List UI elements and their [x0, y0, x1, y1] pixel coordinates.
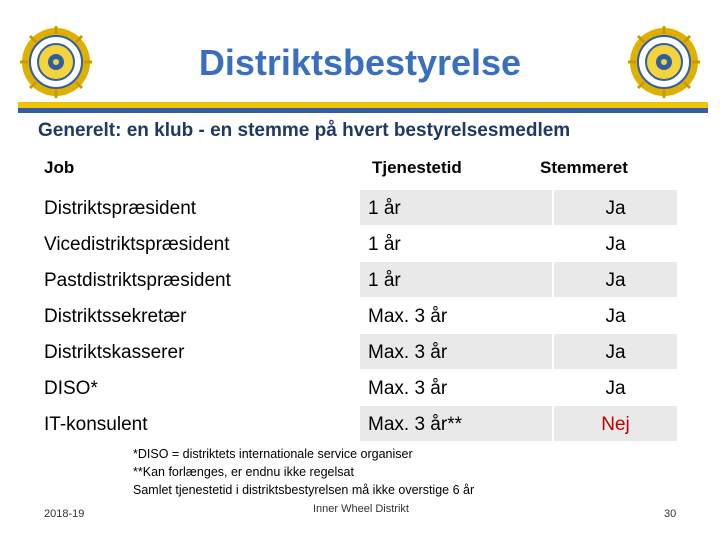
term-cell: Max. 3 år: [360, 334, 552, 369]
job-cell: Distriktssekretær: [38, 298, 360, 333]
vote-cell: Ja: [554, 298, 677, 333]
footnote-extension: **Kan forlænges, er endnu ikke regelsat: [133, 465, 354, 479]
table-row: [38, 334, 678, 369]
table-row: [38, 226, 678, 261]
footnotes: [133, 445, 474, 499]
term-cell: 1 år: [360, 262, 552, 297]
table-row: [38, 262, 678, 297]
term-cell: 1 år: [360, 226, 552, 261]
vote-cell: Ja: [554, 226, 677, 261]
vote-cell: Ja: [554, 190, 677, 225]
job-cell: Distriktskasserer: [44, 342, 185, 363]
board-table: [38, 190, 678, 442]
vote-cell: Ja: [554, 262, 677, 297]
vote-cell: Nej: [554, 406, 677, 441]
job-cell: DISO*: [38, 370, 360, 405]
slide-number: 30: [664, 508, 677, 520]
vote-cell: Ja: [554, 334, 677, 369]
footnote-total-term: Samlet tjenestetid i distriktsbestyrelsen må ikke overstige 6 år: [133, 483, 475, 497]
job-cell: IT-konsulent: [44, 414, 148, 435]
column-header-job: Job: [44, 158, 75, 177]
slide-title: Distriktsbestyrelse: [198, 42, 522, 83]
slide-subtitle: Generelt: en klub - en stemme på hvert bestyrelsesmedlem: [38, 120, 571, 141]
job-cell: Distriktspræsident: [44, 198, 197, 219]
term-cell: Max. 3 år**: [360, 406, 552, 441]
table-row: [38, 370, 678, 405]
table-row: [38, 406, 678, 441]
job-cell: Vicedistriktspræsident: [38, 226, 360, 261]
term-cell: Max. 3 år: [360, 298, 552, 333]
job-cell: Pastdistriktspræsident: [44, 270, 231, 291]
footer-date: 2018-19: [44, 508, 85, 520]
title-divider-blue: [18, 108, 708, 113]
footer-organisation: Inner Wheel Distrikt: [313, 503, 409, 515]
column-header-vote: Stemmeret: [540, 158, 628, 177]
table-row: [38, 190, 678, 225]
vote-cell: Ja: [554, 370, 677, 405]
table-row: [38, 298, 678, 333]
term-cell: Max. 3 år: [360, 370, 552, 405]
column-header-term: Tjenestetid: [372, 158, 462, 177]
term-cell: 1 år: [360, 190, 552, 225]
footnote-diso: *DISO = distriktets internationale service organiser: [133, 447, 413, 461]
